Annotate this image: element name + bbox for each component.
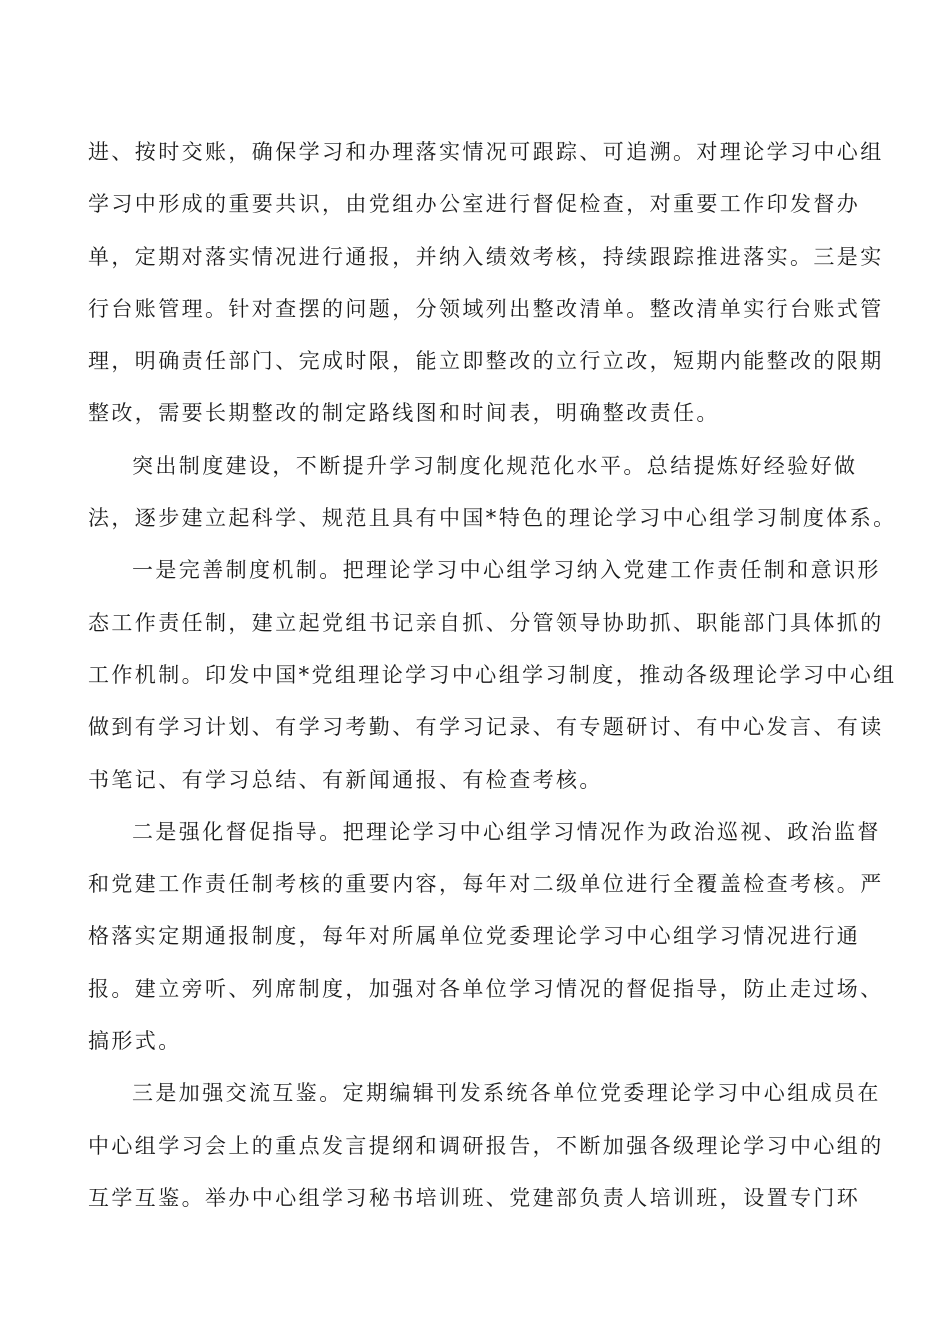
text-line: 一是完善制度机制。把理论学习中心组学习纳入党建工作责任制和意识形 — [132, 558, 881, 583]
text-line: 进、按时交账，确保学习和办理落实情况可跟踪、可追溯。对理论学习中心组 — [88, 140, 884, 164]
text-line: 突出制度建设，不断提升学习制度化规范化水平。总结提炼好经验好做 — [132, 453, 858, 478]
text-line: 行台账管理。针对查摆的问题，分领域列出整改清单。整改清单实行台账式管 — [88, 296, 884, 321]
document-body — [88, 132, 897, 1230]
paragraph-1 — [88, 132, 884, 446]
text-line: 做到有学习计划、有学习考勤、有学习记录、有专题研讨、有中心发言、有读 — [88, 715, 884, 740]
text-line: 理，明确责任部门、完成时限，能立即整改的立行立改，短期内能整改的限期 — [88, 349, 884, 374]
text-line: 整改，需要长期整改的制定路线图和时间表，明确整改责任。 — [88, 401, 720, 426]
text-line: 互学互鉴。举办中心组学习秘书培训班、党建部负责人培训班，设置专门环 — [88, 1185, 861, 1210]
text-line: 工作机制。印发中国*党组理论学习中心组学习制度，推动各级理论学习中心组 — [88, 662, 897, 687]
paragraph-4 — [88, 812, 884, 1073]
text-line: 和党建工作责任制考核的重要内容，每年对二级单位进行全覆盖检查考核。严 — [88, 872, 884, 897]
paragraph-5 — [88, 1073, 884, 1230]
text-line: 态工作责任制，建立起党组书记亲自抓、分管领导协助抓、职能部门具体抓的 — [88, 610, 884, 635]
text-line: 报。建立旁听、列席制度，加强对各单位学习情况的督促指导，防止走过场、 — [88, 976, 884, 1001]
text-line: 搞形式。 — [88, 1029, 182, 1054]
text-line: 书笔记、有学习总结、有新闻通报、有检查考核。 — [88, 767, 603, 792]
text-line: 学习中形成的重要共识，由党组办公室进行督促检查，对重要工作印发督办 — [88, 192, 861, 217]
text-line: 二是强化督促指导。把理论学习中心组学习情况作为政治巡视、政治监督 — [132, 819, 881, 844]
paragraph-2 — [88, 446, 897, 551]
text-line: 法，逐步建立起科学、规范且具有中国*特色的理论学习中心组学习制度体系。 — [88, 506, 897, 531]
text-line: 中心组学习会上的重点发言提纲和调研报告，不断加强各级理论学习中心组的 — [88, 1133, 884, 1158]
text-line: 单，定期对落实情况进行通报，并纳入绩效考核，持续跟踪推进落实。三是实 — [88, 244, 884, 269]
paragraph-3 — [88, 550, 897, 811]
text-line: 三是加强交流互鉴。定期编辑刊发系统各单位党委理论学习中心组成员在 — [132, 1081, 881, 1106]
text-line: 格落实定期通报制度，每年对所属单位党委理论学习中心组学习情况进行通 — [88, 924, 861, 949]
